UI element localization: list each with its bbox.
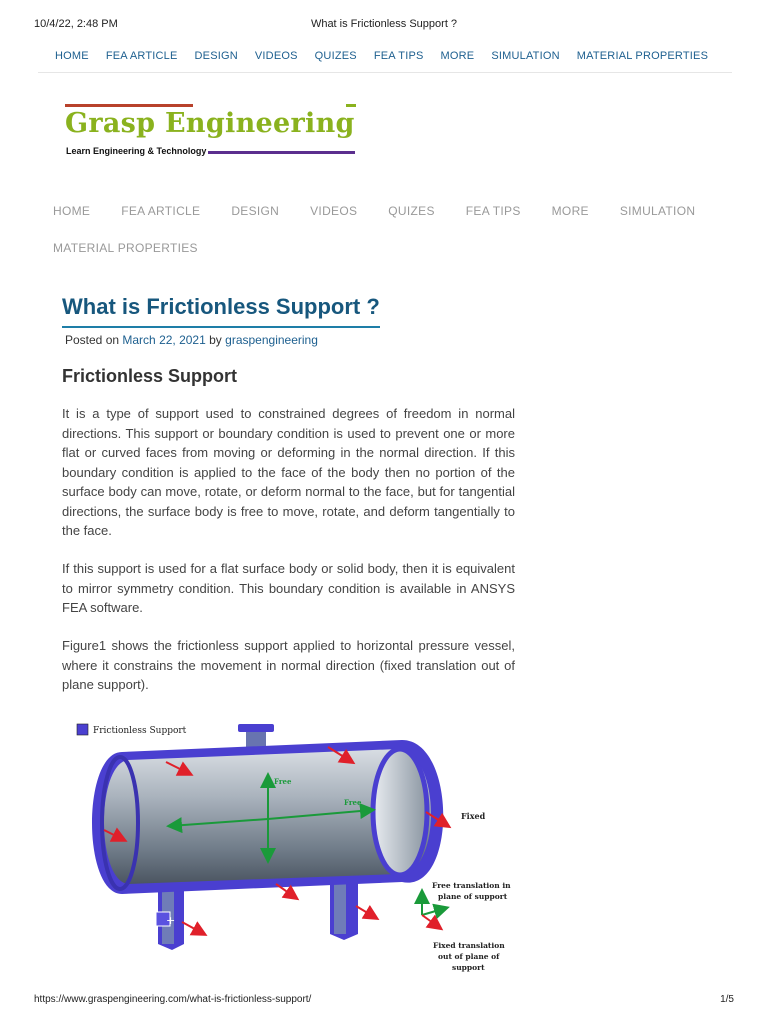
paragraph-2: If this support is used for a flat surface body or solid body, then it is equivalent to mirror symmetry condition. This boundary condition is available in ANSYS FEA software. <box>62 561 515 615</box>
by-label: by <box>209 333 222 347</box>
posted-on-label: Posted on <box>65 333 120 347</box>
article-title: What is Frictionless Support ? <box>62 294 380 328</box>
vessel-end-cap <box>373 749 427 875</box>
logo-bar-green <box>346 104 356 107</box>
label-out-1: Fixed translation <box>433 941 505 950</box>
label-fixed: Fixed <box>461 811 486 821</box>
site-logo[interactable] <box>65 104 357 160</box>
print-datetime: 10/4/22, 2:48 PM <box>34 18 118 30</box>
top-nav-material-properties[interactable]: MATERIAL PROPERTIES <box>576 50 709 62</box>
legend-swatch <box>77 724 88 735</box>
main-nav-videos[interactable]: VIDEOS <box>310 204 358 218</box>
logo-bar-purple <box>208 151 355 154</box>
print-page-title: What is Frictionless Support ? <box>310 18 458 30</box>
post-meta <box>65 333 318 347</box>
main-nav-fea-article[interactable]: FEA ARTICLE <box>121 204 201 218</box>
main-nav-fea-tips[interactable]: FEA TIPS <box>465 204 521 218</box>
print-header <box>0 0 768 30</box>
cursor-plus: + <box>166 914 176 927</box>
triad-right <box>422 908 446 915</box>
post-date-link[interactable]: March 22, 2021 <box>122 333 206 347</box>
top-nav-fea-article[interactable]: FEA ARTICLE <box>105 50 178 62</box>
main-nav-more[interactable]: MORE <box>551 204 589 218</box>
logo-name: Grasp Engineering <box>65 108 355 139</box>
normal-arrow-7 <box>182 922 204 934</box>
nozzle-flange <box>238 724 274 732</box>
main-nav-home[interactable]: HOME <box>53 204 91 218</box>
legend-label: Frictionless Support <box>93 726 187 736</box>
top-nav-simulation[interactable]: SIMULATION <box>491 50 560 62</box>
author-link[interactable]: graspengineering <box>225 333 318 347</box>
label-out-3: support <box>452 963 485 972</box>
top-nav-quizes[interactable]: QUIZES <box>314 50 357 62</box>
main-nav-material-properties[interactable]: MATERIAL PROPERTIES <box>53 241 198 255</box>
main-nav-quizes[interactable]: QUIZES <box>388 204 435 218</box>
label-in-plane-2: plane of support <box>438 892 508 901</box>
logo-tagline: Learn Engineering & Technology <box>66 146 207 156</box>
label-free-horizontal: Free <box>344 798 362 807</box>
top-nav <box>38 40 732 73</box>
main-nav-design[interactable]: DESIGN <box>231 204 280 218</box>
top-nav-design[interactable]: DESIGN <box>194 50 238 62</box>
right-leg-face <box>334 882 346 934</box>
main-nav-simulation[interactable]: SIMULATION <box>619 204 696 218</box>
normal-arrow-6 <box>356 906 376 918</box>
main-nav <box>53 196 733 255</box>
top-nav-fea-tips[interactable]: FEA TIPS <box>373 50 424 62</box>
print-url: https://www.graspengineering.com/what-is-frictionless-support/ <box>34 994 312 1005</box>
label-out-2: out of plane of <box>438 952 500 961</box>
logo-bar-red <box>65 104 193 107</box>
paragraph-1: It is a type of support used to constrained degrees of freedom in normal directions. This support or boundary condition is used to prevent one or more flat or curved faces from moving or deforming in the normal direction. If this boundary condition is applied to the face of the body then no portion of the surface body can move, rotate, or deform normal to the face, but for tangential directions, the surface body is free to move, rotate, and deform tangentially to the face. <box>62 406 515 538</box>
triad-out <box>422 915 440 928</box>
print-page-number: 1/5 <box>720 994 734 1005</box>
top-nav-more[interactable]: MORE <box>440 50 475 62</box>
label-in-plane-1: Free translation in <box>432 881 511 890</box>
top-nav-home[interactable]: HOME <box>55 50 89 62</box>
top-nav-videos[interactable]: VIDEOS <box>254 50 298 62</box>
section-heading: Frictionless Support <box>62 366 238 386</box>
label-free-vertical: Free <box>274 777 292 786</box>
frictionless-support-figure <box>62 712 522 978</box>
paragraph-3: Figure1 shows the frictionless support applied to horizontal pressure vessel, where it constrains the movement in normal direction (fixed translation out of plane support). <box>62 638 515 692</box>
